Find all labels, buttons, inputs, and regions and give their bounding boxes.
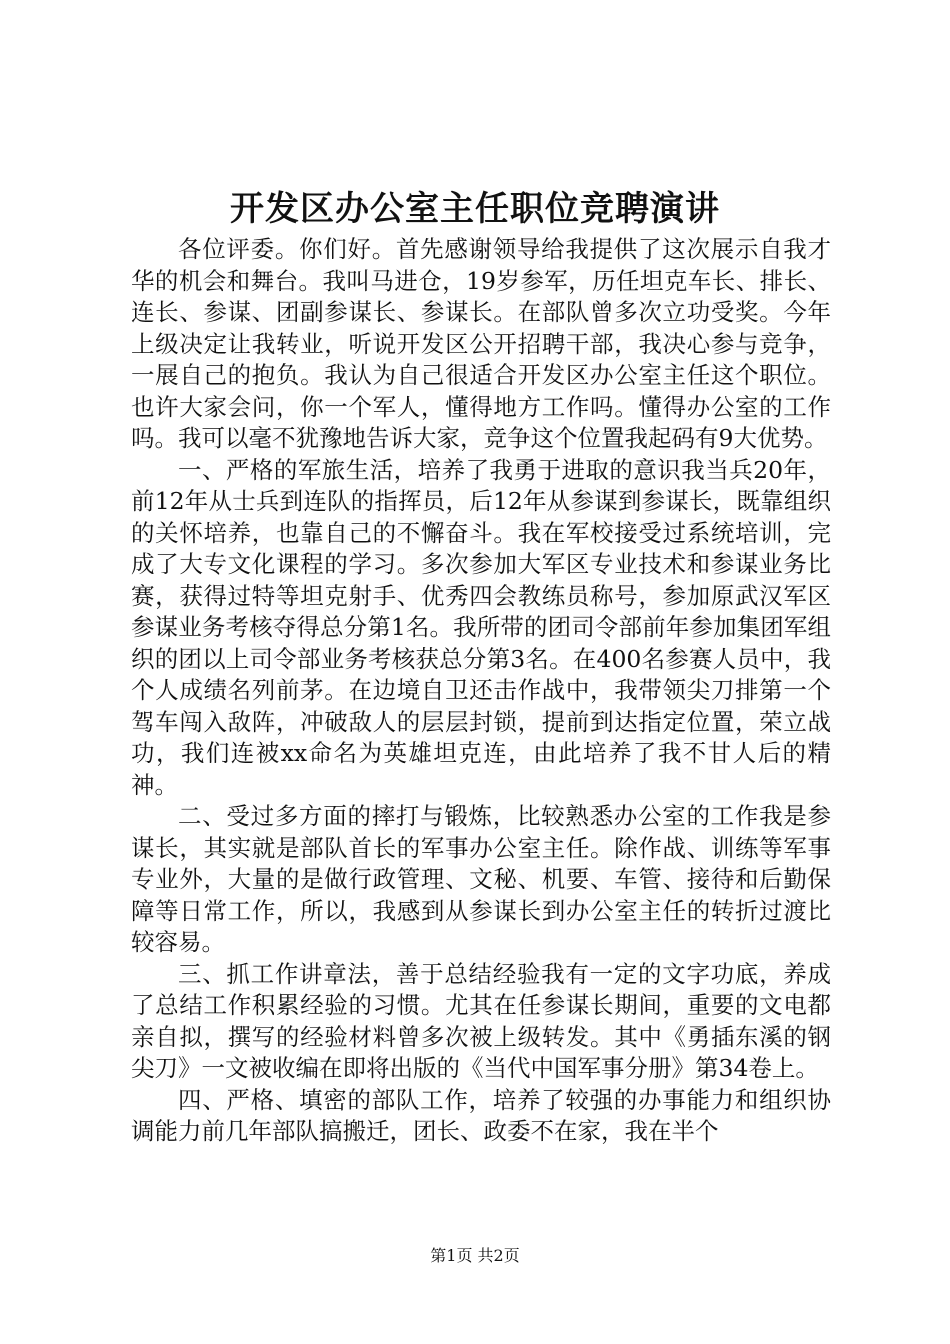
document-body xyxy=(131,234,831,1148)
paragraph-point-1: 一、严格的军旅生活，培养了我勇于进取的意识我当兵20年，前12年从士兵到连队的指挥员，后12年从参谋到参谋长，既靠组织的关怀培养，也靠自己的不懈奋斗。我在军校接受过系统培训，完成了大专文化课程的学习。多次参加大军区专业技术和参谋业务比赛，获得过特等坦克射手、优秀四会教练员称号，参加原武汉军区参谋业务考核夺得总分第1名。我所带的团司令部前年参加集团军组织的团以上司令部业务考核获总分第3名。在400名参赛人员中，我个人成绩名列前茅。在边境自卫还击作战中，我带领尖刀排第一个驾车闯入敌阵，冲破敌人的层层封锁，提前到达指定位置，荣立战功，我们连被xx命名为英雄坦克连，由此培养了我不甘人后的精神。 xyxy=(131,455,831,799)
document-title: 开发区办公室主任职位竞聘演讲 xyxy=(230,189,720,229)
paragraph-intro: 各位评委。你们好。首先感谢领导给我提供了这次展示自我才华的机会和舞台。我叫马进仓，19岁参军，历任坦克车长、排长、连长、参谋、团副参谋长、参谋长。在部队曾多次立功受奖。今年上级决定让我转业，听说开发区公开招聘干部，我决心参与竞争，一展自己的抱负。我认为自己很适合开发区办公室主任这个职位。也许大家会问，你一个军人，懂得地方工作吗。懂得办公室的工作吗。我可以毫不犹豫地告诉大家，竞争这个位置我起码有9大优势。 xyxy=(131,235,831,452)
paragraph-point-2: 二、受过多方面的摔打与锻炼，比较熟悉办公室的工作我是参谋长，其实就是部队首长的军事办公室主任。除作战、训练等军事专业外，大量的是做行政管理、文秘、机要、车管、接待和后勤保障等日常工作，所以，我感到从参谋长到办公室主任的转折过渡比较容易。 xyxy=(131,802,831,956)
paragraph-point-3: 三、抓工作讲章法，善于总结经验我有一定的文字功底，养成了总结工作积累经验的习惯。尤其在任参谋长期间，重要的文电都亲自拟，撰写的经验材料曾多次被上级转发。其中《勇插东溪的钢尖刀》一文被收编在即将出版的《当代中国军事分册》第34卷上。 xyxy=(131,959,831,1082)
paragraph-point-4: 四、严格、填密的部队工作，培养了较强的办事能力和组织协调能力前几年部队搞搬迁，团长、政委不在家，我在半个 xyxy=(131,1085,831,1145)
page-number: 第1页 共2页 xyxy=(430,1246,520,1265)
